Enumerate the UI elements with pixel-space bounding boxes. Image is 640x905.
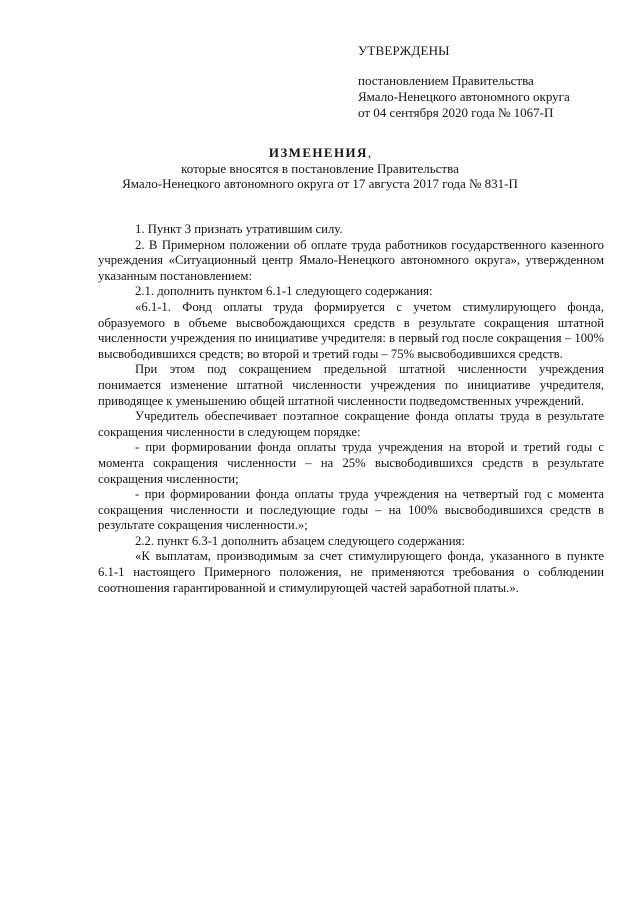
approval-line: постановлением Правительства (358, 73, 534, 88)
paragraph: «6.1-1. Фонд оплаты труда формируется с учетом стимулирующего фонда, образуемого в объеме высвобождающихся средств в результате сокращения штатной численности учреждения по инициативе учредителя: в первый год после сокращения – 100% высвободившихся средств; во второй и третий годы – 75% высвободившихся средств. (98, 299, 604, 361)
approval-line: от 04 сентября 2020 года № 1067-П (358, 105, 554, 120)
document-body (98, 222, 604, 596)
paragraph: 2.2. пункт 6.3-1 дополнить абзацем следующего содержания: (135, 533, 465, 548)
paragraph: При этом под сокращением предельной штатной численности учреждения понимается изменение штатной численности учреждения по инициативе учредителя, приводящее к уменьшению общей штатной численности подведомственных учреждений. (98, 362, 604, 408)
paragraph: «К выплатам, производимым за счет стимулирующего фонда, указанного в пункте 6.1-1 настоящего Примерного положения, не применяются требования о соблюдении соотношения гарантированной и стимулирующей частей заработной платы.». (98, 549, 604, 595)
paragraph: Учредитель обеспечивает поэтапное сокращение фонда оплаты труда в результате сокращения численности в следующем порядке: (98, 409, 604, 439)
title-heading-suffix: , (367, 145, 372, 160)
document-title (60, 145, 580, 192)
paragraph: 1. Пункт 3 признать утратившим силу. (135, 222, 343, 236)
paragraph: - при формировании фонда оплаты труда учреждения на четвертый год с момента сокращения численности и последующие годы – на 100% высвободившихся средств в результате сокращения численности.»; (98, 487, 604, 533)
title-heading: ИЗМЕНЕНИЯ (268, 145, 368, 160)
title-line: Ямало-Ненецкого автономного округа от 17 августа 2017 года № 831-П (122, 176, 518, 191)
paragraph: 2.1. дополнить пунктом 6.1-1 следующего содержания: (135, 284, 433, 299)
approval-stamp (358, 43, 628, 121)
paragraph: 2. В Примерном положении об оплате труда работников государственного казенного учреждения «Ситуационный центр Ямало-Ненецкого автономного округа», утвержденном указанным постановлением: (98, 237, 604, 283)
approval-line: Ямало-Ненецкого автономного округа (358, 89, 570, 104)
title-heading-row (60, 145, 580, 161)
paragraph: - при формировании фонда оплаты труда учреждения на второй и третий годы с момента сокращения численности – на 25% высвободившихся средств в результате сокращения численности; (98, 440, 604, 486)
title-line: которые вносятся в постановление Правительства (181, 160, 459, 176)
approval-heading: УТВЕРЖДЕНЫ (358, 43, 450, 58)
